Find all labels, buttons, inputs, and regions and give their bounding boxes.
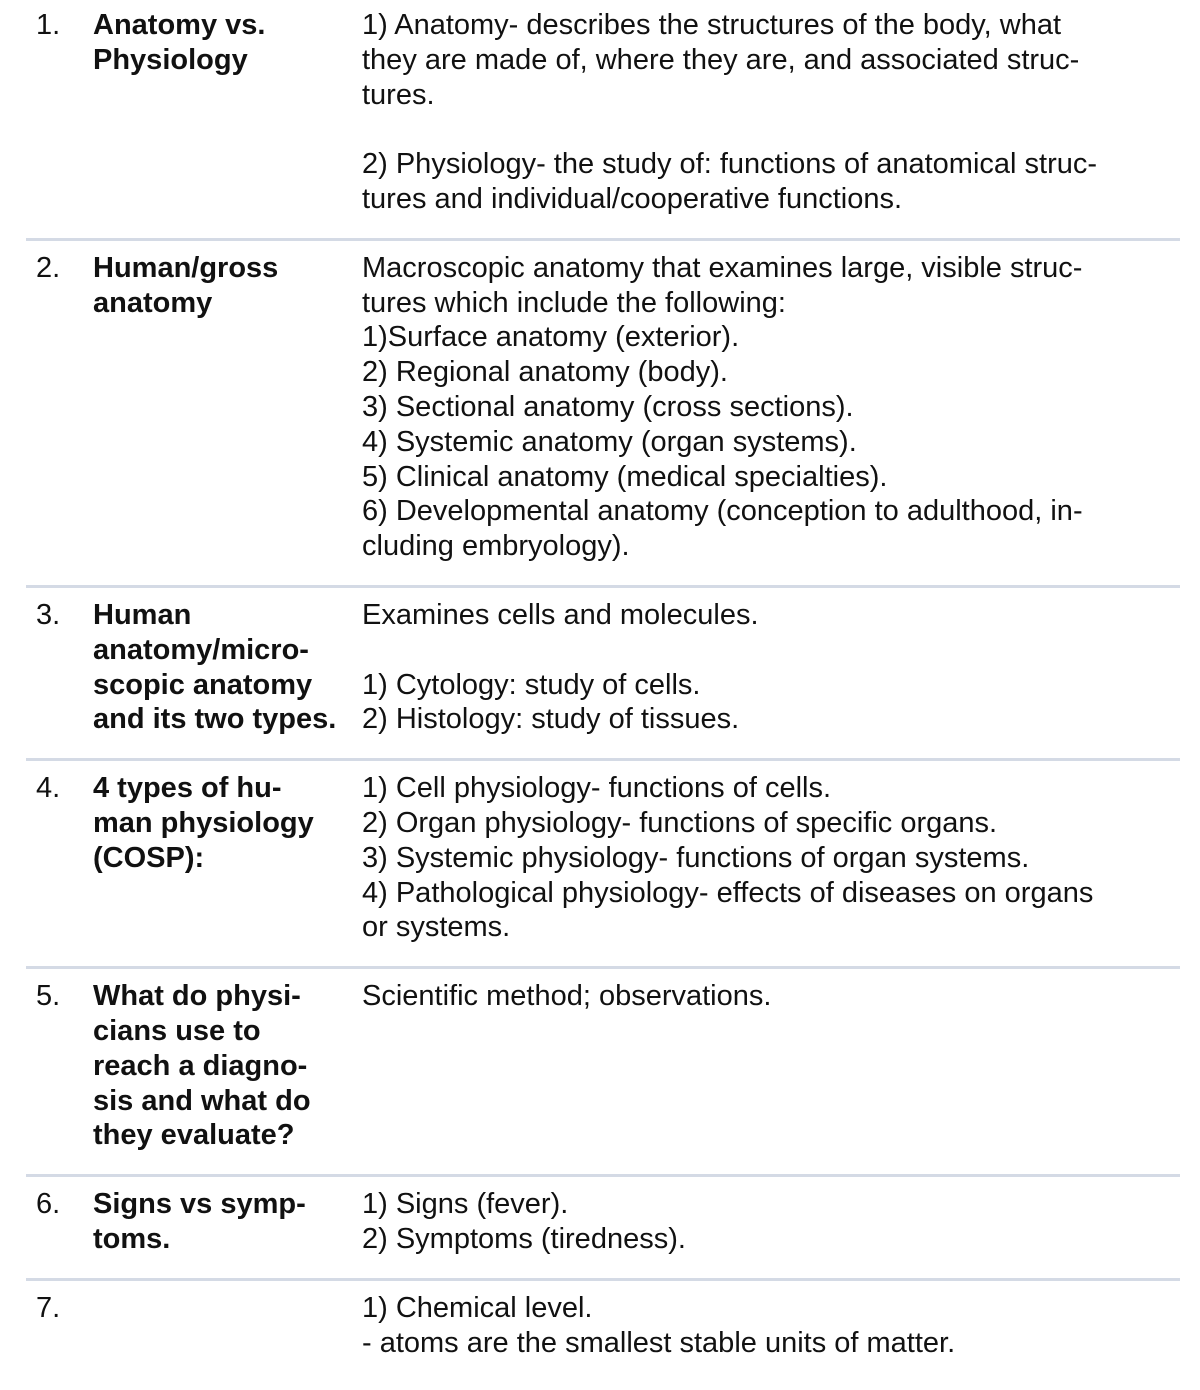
definition-line: 1)Surface anatomy (exterior). — [362, 321, 740, 354]
term-line: they evaluate? — [93, 1119, 295, 1152]
term-line: anatomy/micro- — [93, 633, 309, 666]
term-line: Anatomy vs. — [93, 9, 266, 41]
card-definition — [362, 771, 1180, 945]
card-number: 2. — [36, 251, 61, 284]
definition-line: Scientific method; observations. — [362, 980, 772, 1013]
definition-line: 4) Systemic anatomy (organ systems). — [362, 425, 857, 458]
card-term — [93, 771, 362, 945]
term-line: man physiology — [93, 806, 314, 839]
card-row — [26, 771, 1180, 969]
definition-line — [362, 112, 1180, 147]
card-definition — [362, 1291, 1180, 1361]
definition-line: Macroscopic anatomy that examines large, visible struc- — [362, 251, 1083, 284]
card-term — [93, 8, 362, 217]
definition-line: 1) Cell physiology- functions of cells. — [362, 772, 832, 805]
definition-line: tures. — [362, 78, 435, 111]
definition-line: 5) Clinical anatomy (medical specialties). — [362, 460, 888, 493]
definition-line: or systems. — [362, 911, 511, 944]
card-row — [26, 8, 1180, 241]
term-line: Human — [93, 598, 192, 631]
definition-line: Examines cells and molecules. — [362, 598, 759, 631]
card-number: 3. — [36, 598, 61, 631]
term-line: reach a diagno- — [93, 1049, 308, 1082]
definition-line: 3) Sectional anatomy (cross sections). — [362, 390, 854, 423]
card-term — [93, 1187, 362, 1257]
definition-line: tures which include the following: — [362, 286, 786, 319]
definition-line: 2) Regional anatomy (body). — [362, 356, 728, 389]
term-line: anatomy — [93, 286, 213, 319]
term-line: and its two types. — [93, 703, 337, 736]
term-line: scopic anatomy — [93, 668, 313, 701]
definition-line: 6) Developmental anatomy (conception to adulthood, in- — [362, 495, 1083, 528]
definition-line: 1) Chemical level. — [362, 1291, 593, 1324]
definition-line: they are made of, where they are, and associated struc- — [362, 43, 1080, 76]
term-line: Signs vs symp- — [93, 1188, 306, 1221]
definition-line: 3) Systemic physiology- functions of organ systems. — [362, 841, 1030, 874]
card-definition — [362, 979, 1180, 1153]
definition-line: - atoms are the smallest stable units of matter. — [362, 1326, 956, 1359]
term-line: sis and what do — [93, 1084, 311, 1117]
definition-line: 2) Physiology- the study of: functions of anatomical struc- — [362, 148, 1098, 181]
card-number: 5. — [36, 980, 61, 1013]
definition-line: 2) Symptoms (tiredness). — [362, 1222, 686, 1255]
card-definition — [362, 251, 1180, 564]
card-row — [26, 1187, 1180, 1281]
term-line: toms. — [93, 1222, 171, 1255]
definition-line: 1) Signs (fever). — [362, 1188, 569, 1221]
card-term — [93, 251, 362, 564]
card-row — [26, 251, 1180, 588]
card-row — [26, 598, 1180, 761]
card-term — [93, 598, 362, 737]
term-line: Physiology — [93, 43, 248, 76]
card-term — [93, 1291, 362, 1361]
card-row — [26, 1291, 1180, 1382]
card-row — [26, 979, 1180, 1177]
card-definition — [362, 8, 1180, 217]
term-line: Human/gross — [93, 251, 279, 284]
card-number: 6. — [36, 1188, 61, 1221]
term-line: cians use to — [93, 1014, 261, 1047]
definition-line — [362, 633, 1180, 668]
card-number: 7. — [36, 1291, 61, 1324]
card-number: 1. — [36, 9, 61, 41]
definition-line: cluding embryology). — [362, 530, 630, 563]
definition-line: 1) Cytology: study of cells. — [362, 668, 701, 701]
definition-line: 4) Pathological physiology- effects of diseases on organs — [362, 876, 1094, 909]
definition-line: 1) Anatomy- describes the structures of the body, what — [362, 9, 1062, 41]
term-line: 4 types of hu- — [93, 772, 282, 805]
card-number: 4. — [36, 772, 61, 805]
card-definition — [362, 1187, 1180, 1257]
definition-line: tures and individual/cooperative functions. — [362, 182, 903, 215]
definition-line: 2) Histology: study of tissues. — [362, 703, 740, 736]
term-line: (COSP): — [93, 841, 205, 874]
card-definition — [362, 598, 1180, 737]
card-term — [93, 979, 362, 1153]
definition-line: 2) Organ physiology- functions of specific organs. — [362, 806, 998, 839]
term-line: What do physi- — [93, 980, 301, 1013]
